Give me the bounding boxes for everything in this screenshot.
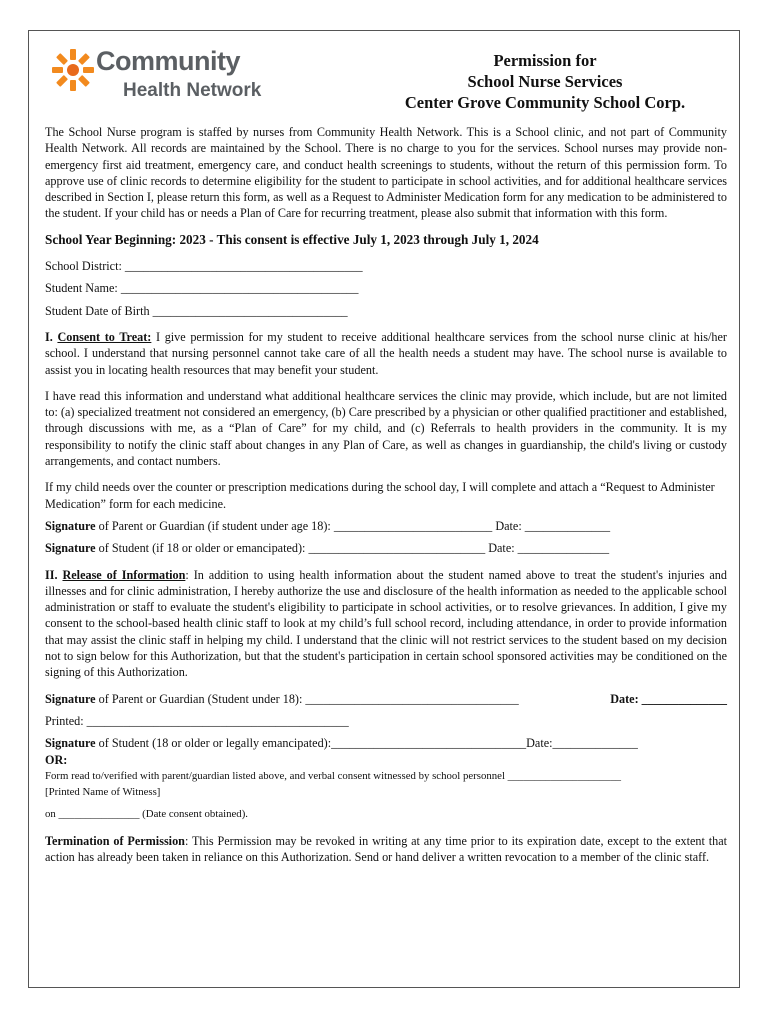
- parent-signature-left: [45, 691, 519, 707]
- signature-label: Signature: [45, 691, 96, 706]
- consent-to-treat-text: I give permission for my student to receive additional healthcare services from the school nurse clinic at his/her school. I understand that nursing personnel cannot take care of all the health needs a student may have. The school nurse is available to assist you in locating health resources that may benefit your student.: [45, 329, 727, 377]
- student-signature-line-2[interactable]: [45, 735, 727, 751]
- section2-number: II.: [45, 567, 63, 582]
- release-of-information-heading: Release of Information: [62, 567, 186, 582]
- healthcare-services-paragraph: I have read this information and understand what additional healthcare services the clinic may provide, which include, but are not limited to: (a) specialized treatment not considered an emergency, (b) Care prescribed by a physician or other qualified practitioner and established, through discussions with me, as a “Plan of Care” for my child, and (c) Referrals to health providers in the community. It is my responsibility to notify the clinic staff about changes in any Plan of Care, as well as changes in guardianship, the child's living or custody arrangements, and contact numbers.: [45, 388, 727, 469]
- medication-paragraph: If my child needs over the counter or prescription medications during the school day, I will complete and attach a “Request to Administer Medication” form for each medicine.: [45, 480, 715, 511]
- parent-signature-line-2[interactable]: [45, 691, 727, 707]
- termination-heading: Termination of Permission: [45, 833, 185, 848]
- form-body: [45, 124, 727, 865]
- or-label: OR:: [45, 752, 68, 767]
- signature-date: Date: ______________: [610, 691, 727, 706]
- termination-text: : This Permission may be revoked in writing at any time prior to its expiration date, except to the extent that action has already been taken in reliance on this Authorization. Send or hand deliver a written revocation to a member of the clinic staff.: [45, 833, 727, 864]
- parent-signature-line-1[interactable]: [45, 518, 727, 534]
- consent-to-treat-paragraph: [45, 329, 727, 378]
- signature-text: of Student (if 18 or older or emancipated): _____________________________ Date: _______________: [95, 541, 610, 556]
- title-line-1: Permission for: [493, 51, 597, 70]
- release-of-information-paragraph: [45, 567, 727, 681]
- signature-label: Signature: [45, 736, 96, 751]
- signature-label: Signature: [45, 541, 96, 556]
- logo-subtitle: Health Network: [123, 80, 262, 101]
- student-name-field[interactable]: Student Name: _______________________________________: [45, 281, 359, 296]
- signature-text: of Parent or Guardian (if student under age 18): __________________________ Date: ______________: [95, 518, 611, 533]
- intro-paragraph: The School Nurse program is staffed by nurses from Community Health Network. This is a School clinic, and not part of Community Health Network. All records are maintained by the School. There is no charge to you for the services. School nurses may provide non-emergency first aid treatment, emergency care, and conduct health screenings to students, without the return of this permission form. To approve use of clinic records to determine eligibility for the student to participate in school activities, and for additional healthcare services described in Section I, please return this form, as well as a Request to Administer Medication form for any medication to be administered to the student. If your child has or needs a Plan of Care for recurring treatment, please also submit that information with this form.: [45, 125, 727, 221]
- printed-name-field[interactable]: Printed: ___________________________________________: [45, 713, 349, 728]
- termination-paragraph: [45, 833, 727, 866]
- release-of-information-text: : In addition to using health information about the student named above to treat the student's injuries and illnesses and for clinic administration, I hereby authorize the use and disclosure of the health information as needed to the applicable school administration or staff to evaluate the student's eligibility to participate in school activities, or to resolve grievances. In addition, I give my consent to the school-based health clinic staff to look at my child’s full school record, including attendance, in order to provide information that may assist the clinic staff in helping my child. I understand that the clinic will not restrict services to the student based on my decision not to sign below for this Authorization, but that the student's participation in certain school sponsored activities may be conditioned on the signing of this Authorization.: [45, 567, 727, 680]
- school-district-field[interactable]: School District: _______________________________________: [45, 259, 363, 274]
- student-signature-line-1[interactable]: [45, 540, 727, 556]
- student-dob-field[interactable]: Student Date of Birth ________________________________: [45, 303, 348, 318]
- consent-to-treat-heading: Consent to Treat:: [57, 329, 152, 344]
- signature-label: Signature: [45, 518, 96, 533]
- verbal-consent-line[interactable]: Form read to/verified with parent/guardian listed above, and verbal consent witnessed by school personnel _____________________: [45, 769, 622, 782]
- witness-name-label: [Printed Name of Witness]: [45, 786, 161, 799]
- title-line-2: School Nurse Services: [467, 72, 623, 91]
- logo-wordmark: Community: [96, 46, 240, 76]
- school-year-heading: School Year Beginning: 2023 - This consent is effective July 1, 2023 through July 1, 2024: [45, 231, 539, 247]
- section1-number: I.: [45, 329, 58, 344]
- consent-date-line[interactable]: on _______________ (Date consent obtained).: [45, 808, 249, 821]
- title-line-3: Center Grove Community School Corp.: [404, 93, 686, 112]
- signature-text: of Parent or Guardian (Student under 18): ___________________________________: [95, 691, 519, 706]
- document-title: [380, 50, 710, 113]
- signature-text: of Student (18 or older or legally emancipated):________________________________Date:______________: [95, 736, 638, 751]
